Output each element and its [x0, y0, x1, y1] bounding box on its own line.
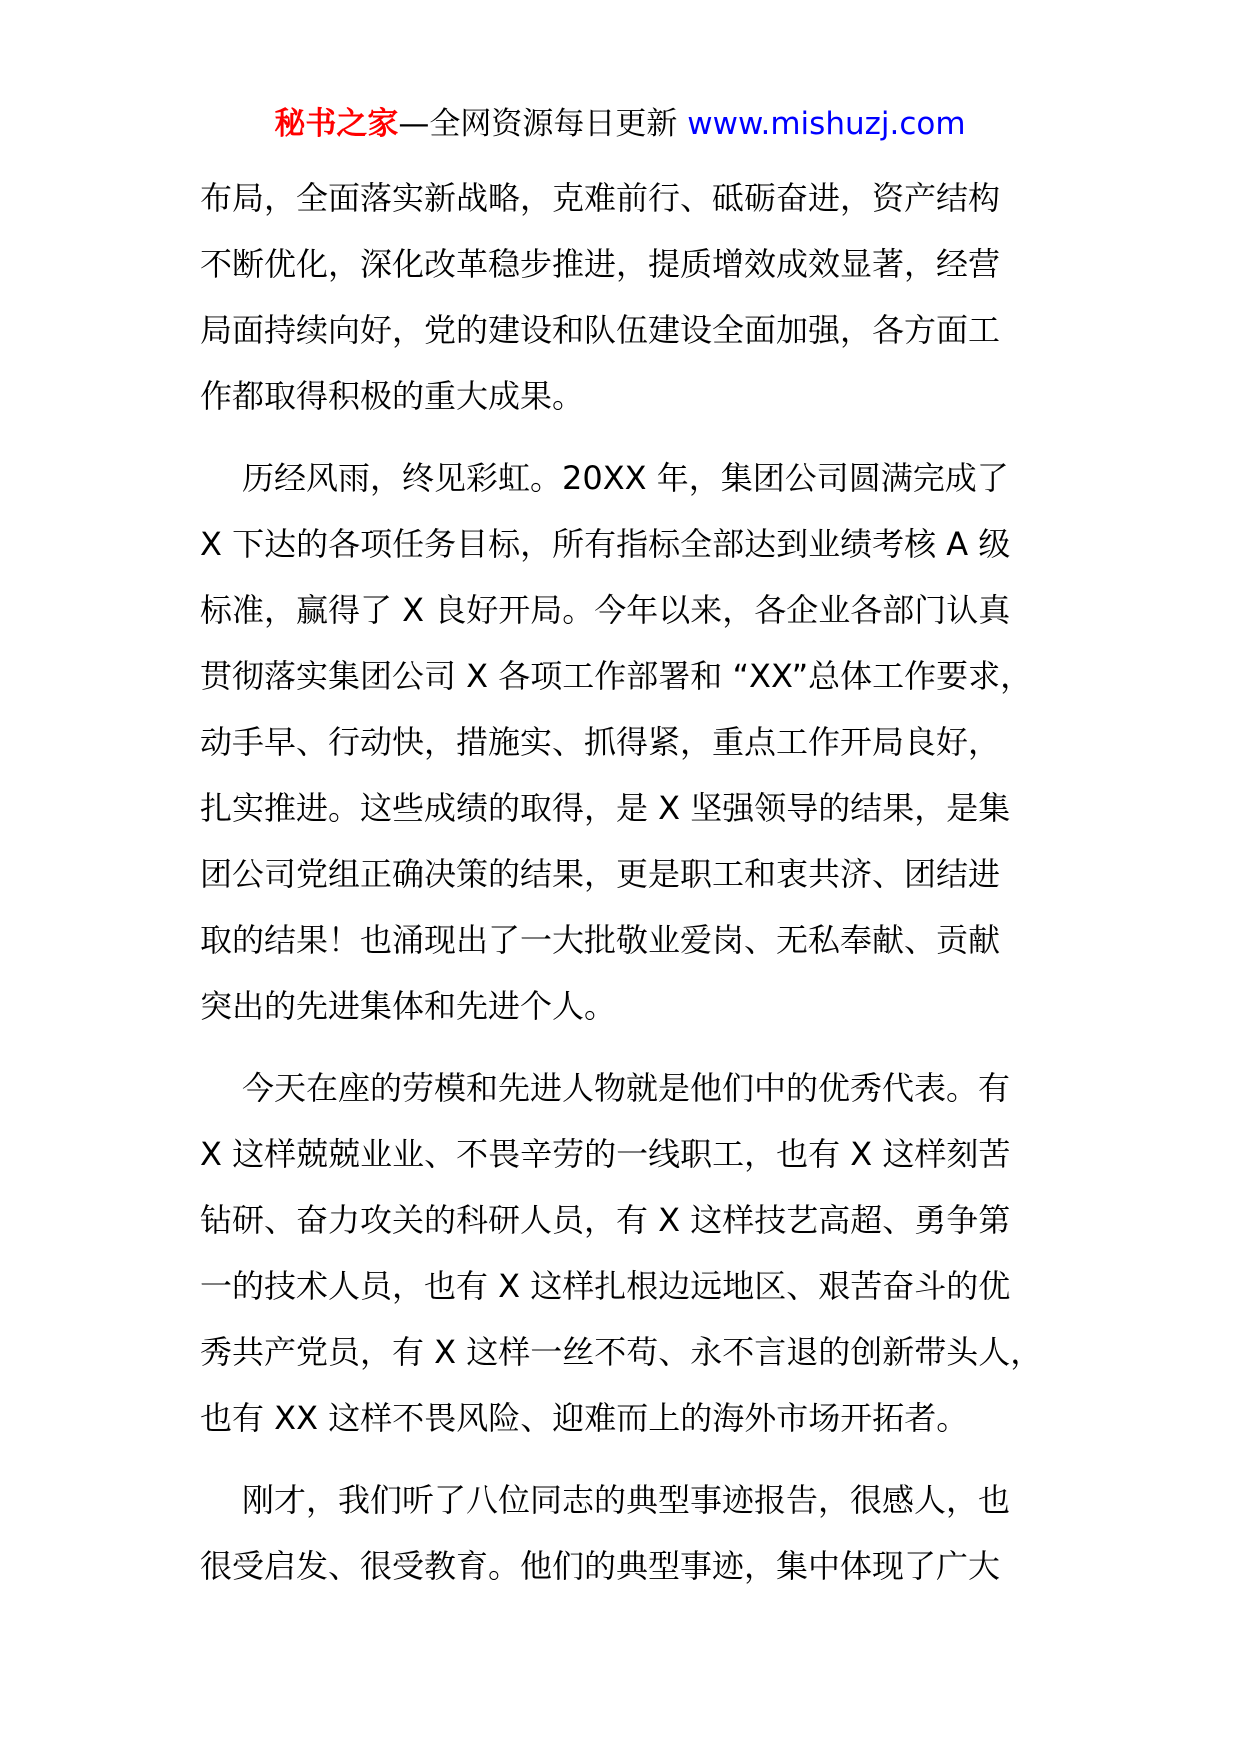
text-line: 布局，全面落实新战略，克难前行、砥砺奋进，资产结构: [200, 179, 1001, 217]
paragraph-1: [200, 165, 1080, 429]
text-line: 今天在座的劳模和先进人物就是他们中的优秀代表。有: [242, 1069, 1011, 1107]
text-line: 取的结果！也涌现出了一大批敬业爱岗、无私奉献、贡献: [200, 921, 1001, 959]
paragraph-gap: [200, 429, 1080, 445]
text-line: 历经风雨，终见彩虹。20XX 年，集团公司圆满完成了: [242, 459, 1009, 497]
text-line: 不断优化，深化改革稳步推进，提质增效成效显著，经营: [200, 245, 1001, 283]
paragraph-gap: [200, 1039, 1080, 1055]
header-brand: 秘书之家: [274, 106, 399, 142]
text-line: 团公司党组正确决策的结果，更是职工和衷共济、团结进: [200, 855, 1001, 893]
text-line: 标准，赢得了 X 良好开局。今年以来，各企业各部门认真: [200, 591, 1011, 629]
paragraph-2: [200, 445, 1080, 1039]
text-line: 很受启发、很受教育。他们的典型事迹，集中体现了广大: [200, 1547, 1001, 1585]
paragraph-gap: [200, 1451, 1080, 1467]
document-body: [200, 165, 1080, 1599]
text-line: 局面持续向好，党的建设和队伍建设全面加强，各方面工: [200, 311, 1001, 349]
page-header: [0, 104, 1240, 144]
header-tagline: —全网资源每日更新: [398, 106, 688, 142]
text-line: 突出的先进集体和先进个人。: [200, 987, 617, 1025]
text-line: X 下达的各项任务目标，所有指标全部达到业绩考核 A 级: [200, 525, 1011, 563]
text-line: 作都取得积极的重大成果。: [200, 377, 585, 415]
text-line: 刚才，我们听了八位同志的典型事迹报告，很感人，也: [242, 1481, 1011, 1519]
text-line: 扎实推进。这些成绩的取得，是 X 坚强领导的结果，是集: [200, 789, 1011, 827]
paragraph-3: [200, 1055, 1080, 1451]
text-line: 动手早、行动快，措施实、抓得紧，重点工作开局良好，: [200, 723, 1001, 761]
text-line: X 这样兢兢业业、不畏辛劳的一线职工，也有 X 这样刻苦: [200, 1135, 1011, 1173]
text-line: 也有 XX 这样不畏风险、迎难而上的海外市场开拓者。: [200, 1399, 969, 1437]
text-line: 贯彻落实集团公司 X 各项工作部署和 “XX”总体工作要求，: [200, 657, 1033, 695]
text-line: 钻研、奋力攻关的科研人员，有 X 这样技艺高超、勇争第: [200, 1201, 1011, 1239]
header-url-link[interactable]: www.mishuzj.com: [687, 106, 966, 142]
text-line: 秀共产党员，有 X 这样一丝不苟、永不言退的创新带头人，: [200, 1333, 1043, 1371]
paragraph-4: [200, 1467, 1080, 1599]
text-line: 一的技术人员，也有 X 这样扎根边远地区、艰苦奋斗的优: [200, 1267, 1011, 1305]
